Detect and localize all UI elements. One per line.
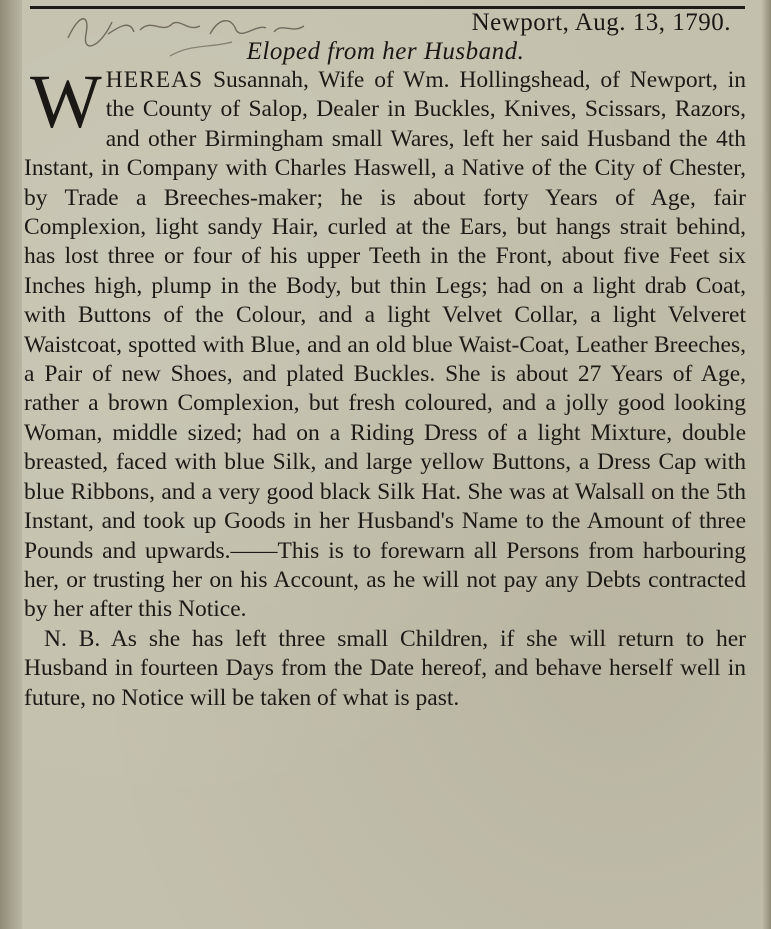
paragraph-text: Susannah, Wife of Wm. Hollingshead, of Newport, in the County of Salop, Dealer in Buckles, Knives, Scissars, Razors, and other Birmingham small Wares, left her said Husband the 4th Instant, in Company with Charles Haswell, a Native of the City of Chester, by Trade a Breeches-maker; he is about forty Years of Age, fair Complexion, light sandy Hair, curled at the Ears, but hangs strait behind, has lost three or four of his upper Teeth in the Front, about five Feet six Inches high, plump in the Body, but thin Legs; had on a light drab Coat, with Buttons of the Colour, and a light Velvet Collar, a light Velveret Waistcoat, spotted with Blue, and an old blue Waist-Coat, Leather Breeches, a Pair of new Shoes, and plated Buckles. She is about 27 Years of Age, rather a brown Complexion, but fresh coloured, and a jolly good looking Woman, middle sized; had on a Riding Dress of a light Mixture, double breasted, faced with blue Silk, and large yellow Buttons, a Dress Cap with blue Ribbons, and a very good black Silk Hat. She was at Walsall on the 5th Instant, and took up Goods in her Husband's Name to the Amount of three Pounds and upwards.——This is to forewarn all Persons from harbouring her, or trusting her on his Account, as he will not pay any Debts contracted by her after this Notice.	[24, 67, 746, 623]
nb-paragraph: N. B. As she has left three small Children, if she will return to her Husband in fourteen Days from the Date hereof, and behave herself well in future, no Notice will be taken of what is past.	[24, 625, 746, 711]
lead-caps: HEREAS	[105, 67, 204, 93]
notice-body	[24, 60, 746, 713]
notice-paragraph	[24, 60, 746, 625]
page-edge-left	[0, 0, 22, 929]
page-edge-right	[761, 0, 771, 929]
dateline: Newport, Aug. 13, 1790.	[471, 9, 731, 36]
drop-cap: W	[30, 60, 102, 144]
notice-heading: Eloped from her Husband.	[246, 38, 525, 65]
